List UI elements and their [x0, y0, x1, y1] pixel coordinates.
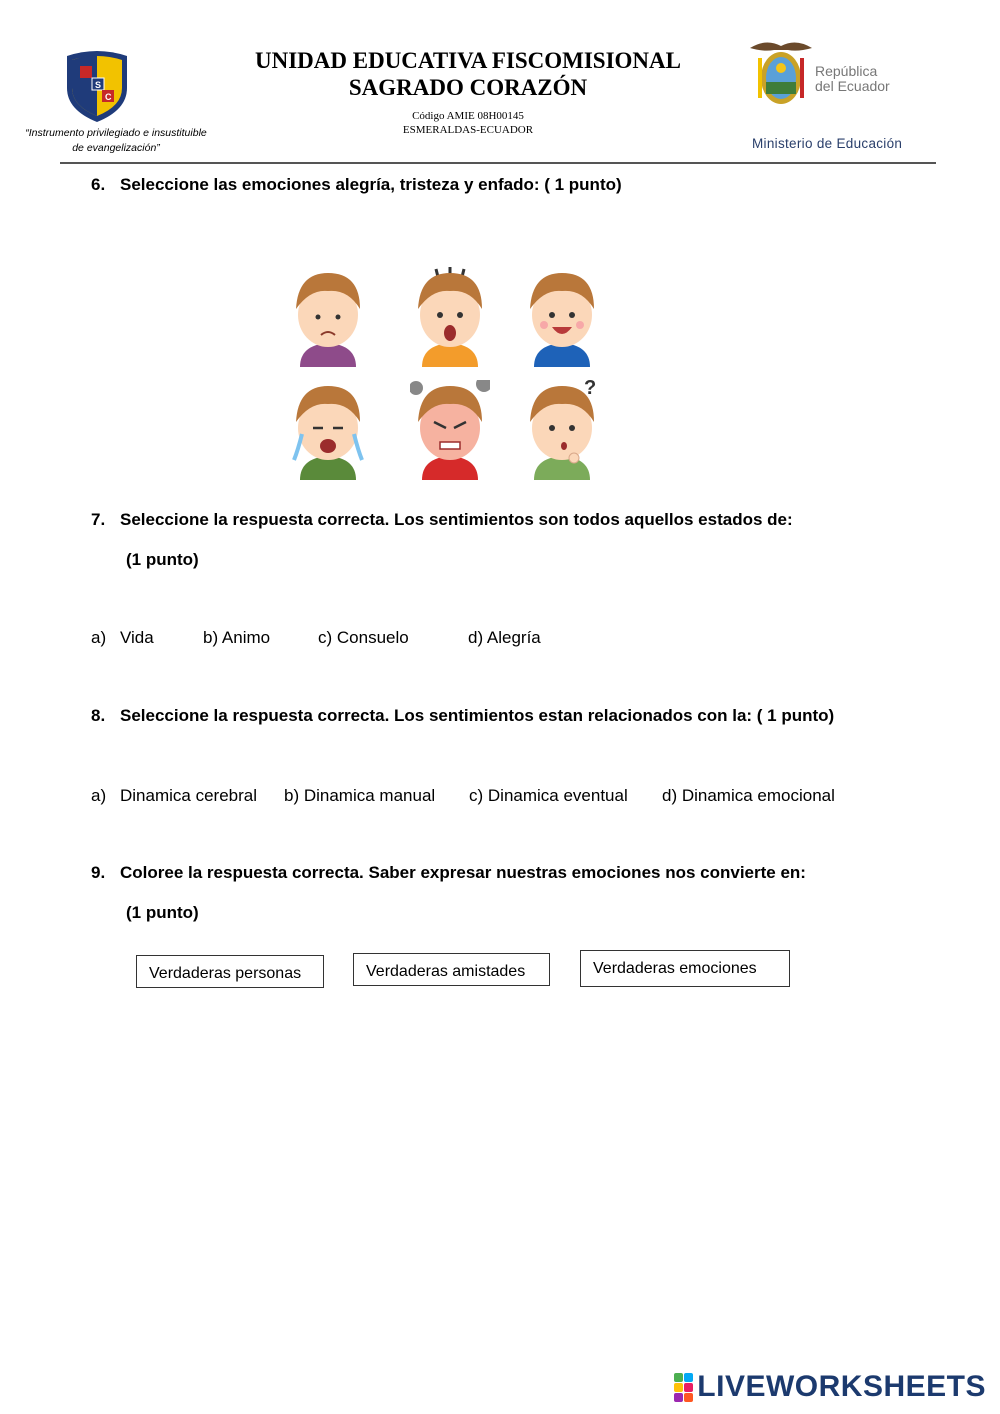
location-text: ESMERALDAS-ECUADOR: [402, 124, 534, 136]
question-7-option-a[interactable]: Vida: [120, 628, 154, 647]
confused-face[interactable]: [522, 380, 602, 480]
question-8-number: 8.: [91, 706, 106, 725]
question-7-option-c[interactable]: c) Consuelo: [318, 628, 409, 647]
question-8-option-a-letter: a): [91, 786, 107, 805]
svg-text:C: C: [105, 92, 112, 102]
question-7-option-d[interactable]: d) Alegría: [468, 628, 541, 647]
question-8-option-c[interactable]: c) Dinamica eventual: [469, 786, 628, 805]
crying-face[interactable]: [288, 380, 368, 480]
question-7: [91, 510, 793, 530]
republic-text: [815, 64, 890, 94]
republic-line-1: República: [815, 63, 878, 79]
republic-line-2: del Ecuador: [815, 78, 890, 94]
liveworksheets-brand-text: LIVEWORKSHEETS: [697, 1370, 986, 1403]
school-name-line-1: UNIDAD EDUCATIVA FISCOMISIONAL: [255, 48, 681, 73]
question-9-text: Coloree la respuesta correcta. Saber expresar nuestras emociones nos convierte en:: [120, 863, 806, 882]
motto-line-2: de evangelización”: [72, 142, 160, 154]
ministry-label: Ministerio de Educación: [752, 136, 903, 151]
svg-text:S: S: [95, 80, 102, 90]
angry-face[interactable]: [410, 380, 490, 480]
question-8: [91, 706, 834, 726]
answer-box-verdaderas-emociones[interactable]: Verdaderas emociones: [580, 950, 790, 987]
amie-code: Código AMIE 08H00145: [412, 110, 524, 122]
question-8-text: Seleccione la respuesta correcta. Los sentimientos estan relacionados con la: ( 1 punto): [120, 706, 835, 725]
emotion-faces-grid: [288, 255, 618, 480]
question-7-option-a-letter: a): [91, 628, 107, 647]
liveworksheets-logo: [674, 1370, 986, 1404]
happy-face[interactable]: [522, 267, 602, 367]
question-6: [91, 175, 622, 195]
question-7-number: 7.: [91, 510, 106, 529]
surprised-face[interactable]: [410, 267, 490, 367]
question-7-option-b[interactable]: b) Animo: [203, 628, 271, 647]
question-6-number: 6.: [91, 175, 106, 194]
question-8-option-d[interactable]: d) Dinamica emocional: [662, 786, 835, 805]
question-9-number: 9.: [91, 863, 106, 882]
school-name-line-2: SAGRADO CORAZÓN: [348, 75, 588, 100]
question-7-text: Seleccione la respuesta correcta. Los sentimientos son todos aquellos estados de:: [120, 510, 793, 529]
question-9: [91, 863, 806, 883]
question-9-points: (1 punto): [126, 903, 199, 922]
ecuador-coat-of-arms: [748, 38, 814, 110]
question-6-text: Seleccione las emociones alegría, tristeza y enfado: ( 1 punto): [120, 175, 622, 194]
sad-face[interactable]: [288, 267, 368, 367]
motto-line-1: “Instrumento privilegiado e insustituible: [25, 127, 207, 139]
liveworksheets-icon: [674, 1373, 693, 1402]
question-8-option-b[interactable]: b) Dinamica manual: [284, 786, 436, 805]
question-8-option-a[interactable]: Dinamica cerebral: [120, 786, 257, 805]
answer-box-verdaderas-personas[interactable]: Verdaderas personas: [136, 955, 324, 988]
question-7-points: (1 punto): [126, 550, 199, 569]
svg-text:?: ?: [584, 380, 597, 399]
header-divider: [60, 162, 936, 164]
answer-box-verdaderas-amistades[interactable]: Verdaderas amistades: [353, 953, 550, 986]
